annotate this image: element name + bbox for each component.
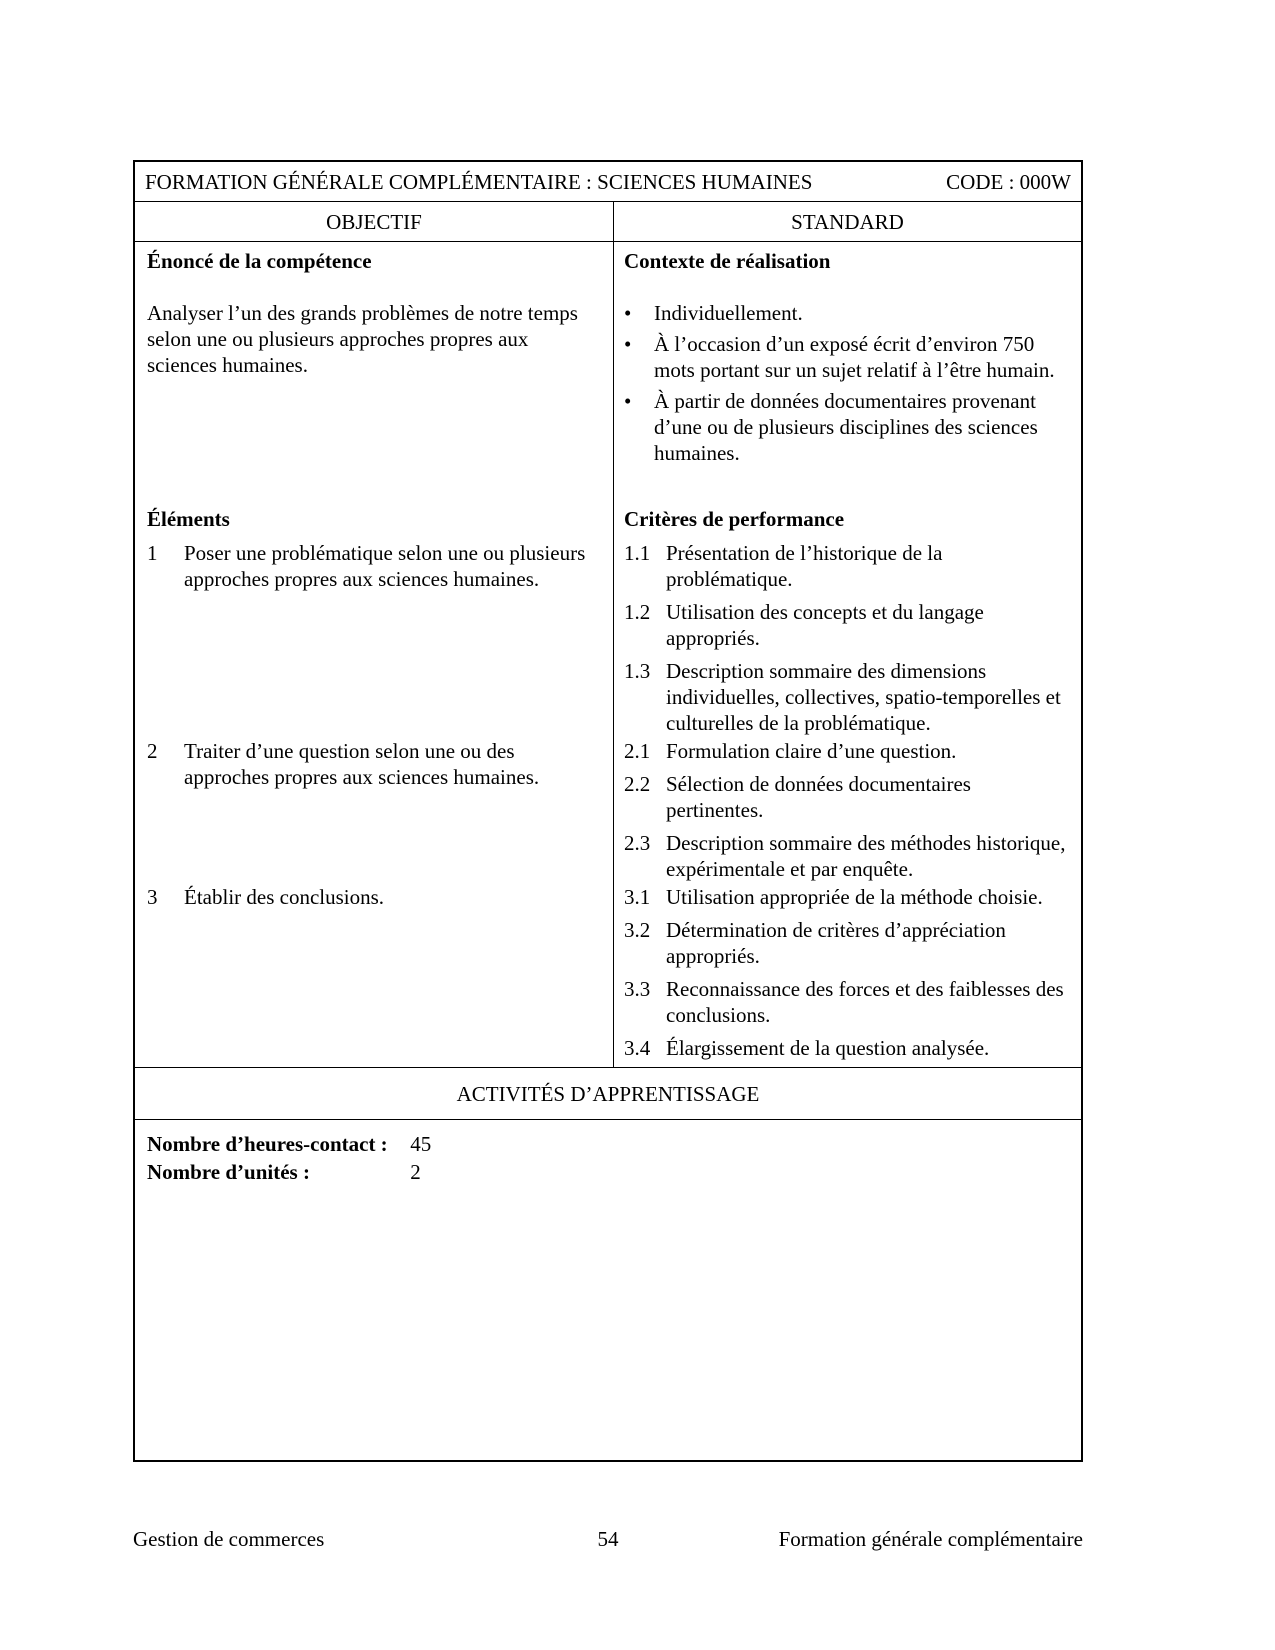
criterion-item bbox=[624, 599, 1071, 651]
element-2-cell bbox=[135, 736, 614, 882]
contexte-item-text: Individuellement. bbox=[654, 301, 803, 325]
criterion-item bbox=[624, 976, 1071, 1028]
contexte-item bbox=[624, 300, 1071, 326]
criterion-item bbox=[624, 658, 1071, 736]
criterion-number: 3.2 bbox=[624, 918, 651, 942]
criterion-text: Reconnaissance des forces et des faiblesses des conclusions. bbox=[666, 977, 1064, 1027]
footer-program-name: Gestion de commerces bbox=[133, 1527, 325, 1551]
criteres-title: Critères de performance bbox=[624, 507, 845, 531]
criterion-item bbox=[624, 884, 1071, 910]
unites-row bbox=[147, 1158, 1069, 1186]
criterion-text: Utilisation des concepts et du langage appropriés. bbox=[666, 600, 984, 650]
unites-value: 2 bbox=[410, 1160, 421, 1184]
element-text: Établir des conclusions. bbox=[184, 885, 385, 909]
contexte-item bbox=[624, 331, 1071, 383]
footer-section-name: Formation générale complémentaire bbox=[778, 1527, 1083, 1551]
criterion-item bbox=[624, 738, 1071, 764]
enonce-text: Analyser l’un des grands problèmes de notre temps selon une ou plusieurs approches propres aux sciences humaines. bbox=[147, 301, 578, 377]
criterion-number: 2.1 bbox=[624, 739, 651, 763]
criterion-number: 3.1 bbox=[624, 885, 651, 909]
column-header-row bbox=[135, 202, 1081, 242]
element-item bbox=[147, 738, 599, 790]
footer-page-number: 54 bbox=[597, 1527, 619, 1551]
table-title-row bbox=[135, 162, 1081, 202]
criterion-item bbox=[624, 1035, 1071, 1061]
unites-label: Nombre d’unités : bbox=[147, 1160, 310, 1184]
contexte-cell bbox=[614, 242, 1081, 504]
criterion-text: Description sommaire des méthodes historique, expérimentale et par enquête. bbox=[666, 831, 1066, 881]
element-3-cell bbox=[135, 882, 614, 1067]
activites-details bbox=[135, 1120, 1081, 1196]
objectif-column-header: OBJECTIF bbox=[135, 202, 614, 241]
contexte-title: Contexte de réalisation bbox=[624, 249, 831, 273]
page-footer bbox=[133, 1526, 1083, 1552]
contexte-item bbox=[624, 388, 1071, 466]
spacer bbox=[624, 274, 1071, 300]
criterion-number: 1.1 bbox=[624, 541, 651, 565]
activites-header-row bbox=[135, 1068, 1081, 1120]
element-text: Poser une problématique selon une ou plusieurs approches propres aux sciences humaines. bbox=[184, 541, 586, 591]
element-text: Traiter d’une question selon une ou des approches propres aux sciences humaines. bbox=[184, 739, 540, 789]
criterion-item bbox=[624, 830, 1071, 882]
course-title: FORMATION GÉNÉRALE COMPLÉMENTAIRE : SCIENCES HUMAINES bbox=[145, 169, 813, 194]
standard-column-header: STANDARD bbox=[791, 209, 904, 234]
criterion-text: Détermination de critères d’appréciation appropriés. bbox=[666, 918, 1006, 968]
criteres-header-cell bbox=[614, 504, 1081, 538]
criterion-item bbox=[624, 540, 1071, 592]
criterion-text: Sélection de données documentaires pertinentes. bbox=[666, 772, 971, 822]
criterion-text: Formulation claire d’une question. bbox=[666, 739, 957, 763]
criteria-group-3-cell bbox=[614, 882, 1081, 1067]
elements-title: Éléments bbox=[147, 507, 230, 531]
criterion-number: 3.3 bbox=[624, 977, 651, 1001]
criterion-text: Présentation de l’historique de la problématique. bbox=[666, 541, 943, 591]
elements-header-cell bbox=[135, 504, 614, 538]
criterion-number: 3.4 bbox=[624, 1036, 651, 1060]
element-item bbox=[147, 884, 599, 910]
criterion-text: Utilisation appropriée de la méthode choisie. bbox=[666, 885, 1043, 909]
spacer bbox=[147, 274, 599, 300]
criterion-text: Élargissement de la question analysée. bbox=[666, 1036, 990, 1060]
criterion-item bbox=[624, 917, 1071, 969]
criteria-group-2-cell bbox=[614, 736, 1081, 882]
element-number: 1 bbox=[147, 541, 158, 565]
element-number: 3 bbox=[147, 885, 158, 909]
criterion-number: 2.3 bbox=[624, 831, 651, 855]
course-description-table bbox=[133, 160, 1083, 1462]
criterion-number: 2.2 bbox=[624, 772, 651, 796]
bullet-icon bbox=[624, 300, 654, 326]
enonce-cell bbox=[135, 242, 614, 504]
enonce-title: Énoncé de la compétence bbox=[147, 249, 372, 273]
criterion-number: 1.3 bbox=[624, 659, 651, 683]
contexte-item-text: À partir de données documentaires provenant d’une ou de plusieurs disciplines des sciences humaines. bbox=[654, 389, 1038, 465]
bullet-icon bbox=[624, 388, 654, 466]
activites-title: ACTIVITÉS D’APPRENTISSAGE bbox=[456, 1081, 760, 1106]
bullet-icon bbox=[624, 331, 654, 383]
element-1-cell bbox=[135, 538, 614, 736]
criterion-item bbox=[624, 771, 1071, 823]
criteria-group-1-cell bbox=[614, 538, 1081, 736]
heures-contact-value: 45 bbox=[410, 1132, 432, 1156]
criterion-number: 1.2 bbox=[624, 600, 651, 624]
heures-contact-row bbox=[147, 1130, 1069, 1158]
objectif-standard-content bbox=[135, 242, 1081, 1068]
course-code: CODE : 000W bbox=[946, 169, 1071, 194]
element-item bbox=[147, 540, 599, 592]
contexte-item-text: À l’occasion d’un exposé écrit d’environ 750 mots portant sur un sujet relatif à l’être humain. bbox=[654, 332, 1055, 382]
criterion-text: Description sommaire des dimensions individuelles, collectives, spatio-temporelles et culturelles de la problématique. bbox=[666, 659, 1061, 735]
element-number: 2 bbox=[147, 739, 158, 763]
heures-contact-label: Nombre d’heures-contact : bbox=[147, 1132, 388, 1156]
